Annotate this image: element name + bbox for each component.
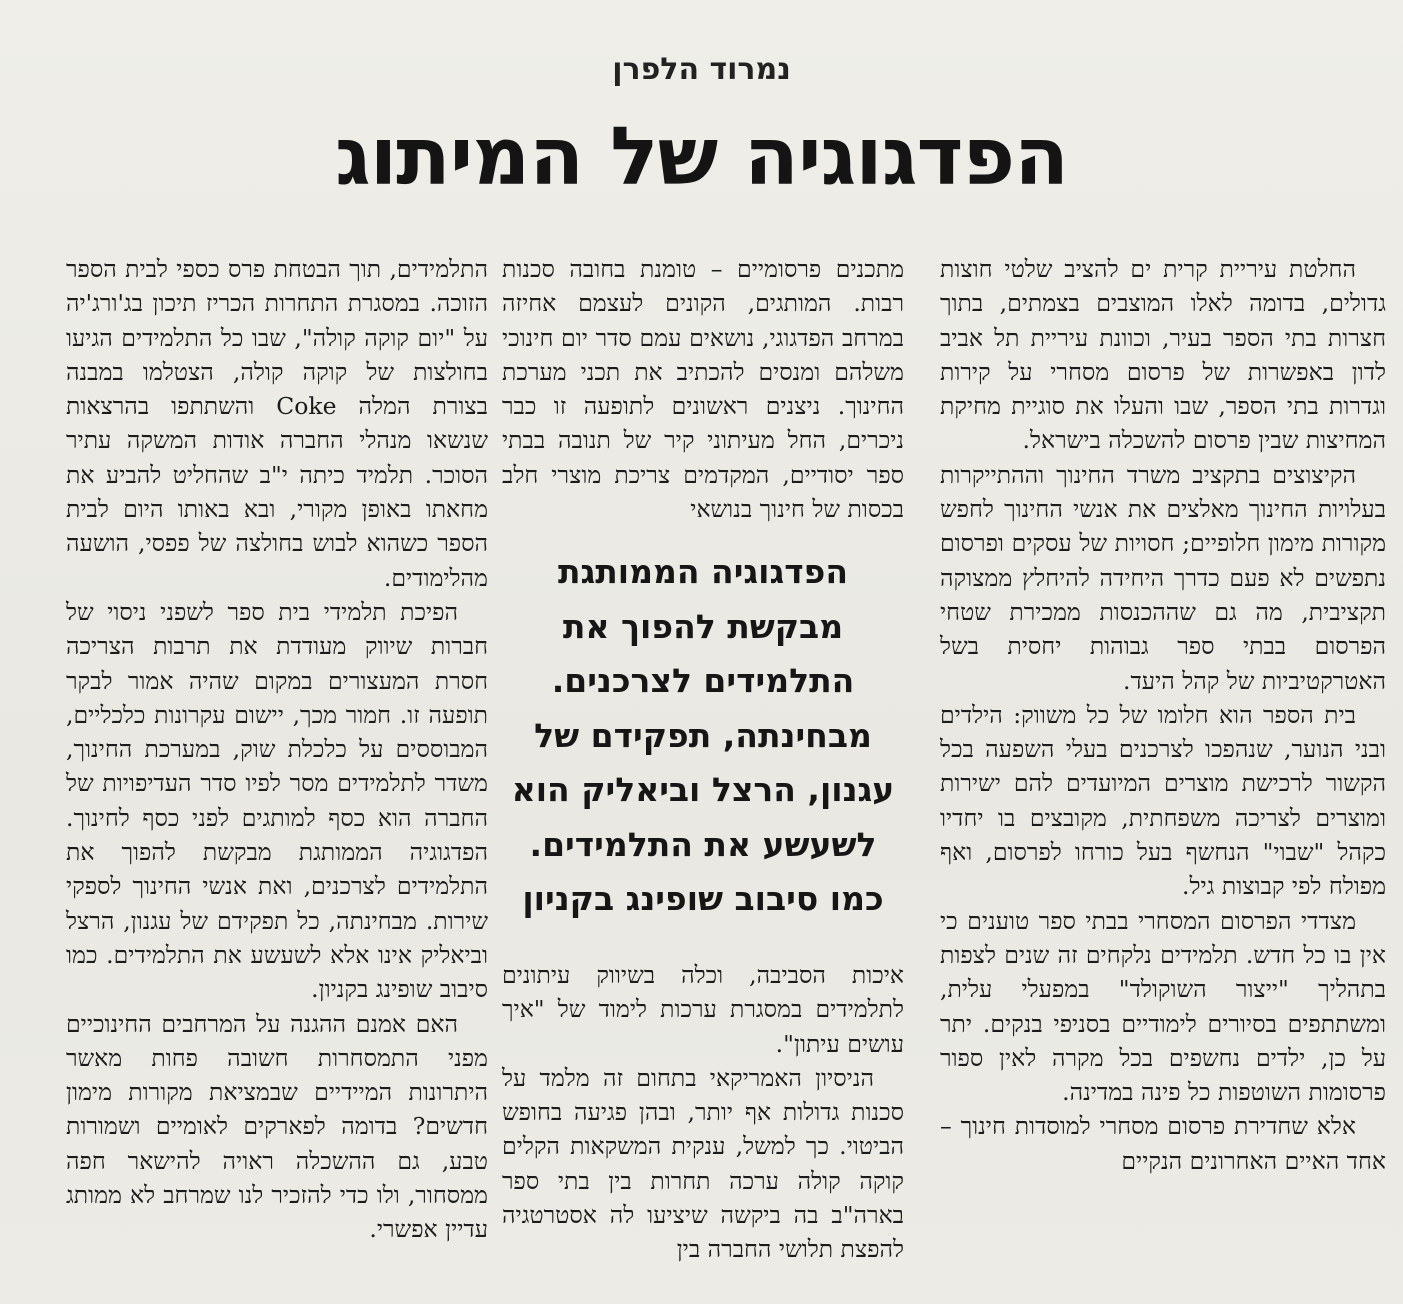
column-right: [940, 252, 1386, 1178]
paragraph: הפיכת תלמידי בית ספר לשפני ניסוי של חברות שיווק מעודדת את תרבות הצריכה חסרת המעצורים במקום שהיה אמור לבקר תופעה זו. חמור מכך, יישום עקרונות כלכליים, המבוססים על כלכלת שוק, במערכת החינוך, משדר לתלמידים מסר לפיו סדר העדיפויות של החברה הוא כסף למותגים לפני כסף לחינוך. הפדגוגיה הממותגת מבקשת להפוך את התלמידים לצרכנים, ואת אנשי החינוך לספקי שירות. מבחינתה, כל תפקידם של עגנון, הרצל וביאליק אינו אלא לשעשע את התלמידים. כמו סיבוב שופינג בקניון.: [66, 597, 488, 1004]
paragraph: התלמידים, תוך הבטחת פרס כספי לבית הספר הזוכה. במסגרת התחרות הכריז תיכון בג'ורג'יה על "יום קוקה קולה", שבו כל התלמידים הגיעו בחולצות של קוקה קולה, הצטלמו במבנה בצורת המלה Coke והשתתפו בהרצאות שנשאו מנהלי החברה אודות המשקה עתיר הסוכר. תלמיד כיתה י"ב שהחליט להביע את מחאתו באופן מקורי, ובא באותו היום לבית הספר כשהוא לבוש בחולצה של פפסי, הושעה מהלימודים.: [66, 255, 488, 592]
paragraph: מתכנים פרסומיים – טומנת בחובה סכנות רבות. המותגים, הקונים לעצמם אחיזה במרחב הפדגוגי, נושאים עמם סדר יום חינוכי משלהם ומנסים להכתיב את תכני מערכת החינוך. ניצנים ראשונים לתופעה זו כבר ניכרים, החל מעיתוני קיר של תנובה בבתי ספר יסודיים, המקדמים צריכת מוצרי חלב בכסות של חינוך בנושאי: [502, 255, 904, 524]
paragraph: החלטת עיריית קרית ים להציב שלטי חוצות גדולים, בדומה לאלו המוצבים בצמתים, בתוך חצרות בתי הספר בעיר, וכוונת עיריית תל אביב לדון באפשרות של פרסום מסחרי על קירות וגדרות בתי הספר, שבו והעלו את סוגיית מחיקת המחיצות שבין פרסום להשכלה בישראל.: [940, 255, 1386, 455]
paragraph: אלא שחדירת פרסום מסחרי למוסדות חינוך – אחד האיים האחרונים הנקיים: [940, 1112, 1386, 1175]
headline: הפדגוגיה של המיתוג: [334, 110, 1069, 203]
paragraph: מצדדי הפרסום המסחרי בבתי ספר טוענים כי אין בו כל חדש. תלמידים נלקחים זה שנים לצפות בתהליך "ייצור השוקולד" במפעלי עלית, ומשתתפים בסיורים לימודיים בסניפי בנקים. יתר על כן, ילדים נחשפים בכל מקרה לאין ספור פרסומות השוטפות כל פינה במדינה.: [940, 906, 1386, 1107]
paragraph: האם אמנם ההגנה על המרחבים החינוכיים מפני התמסחרות חשובה פחות מאשר היתרונות המיידיים שבמציאת מקורות מימון חדשים? בדומה לפארקים לאומיים ושמורות טבע, גם ההשכלה ראויה להישאר חפה ממסחור, ולו כדי להזכיר לנו שמרחב לא ממותג עדיין אפשרי.: [66, 1009, 488, 1244]
paragraph: הקיצוצים בתקציב משרד החינוך וההתייקרות בעלויות החינוך מאלצים את אנשי החינוך לחפש מקורות מימון חלופיים; חסויות של עסקים ופרסום נתפשים לא פעם כדרך היחידה להיחלץ ממצוקה תקציבית, מה גם שההכנסות ממכירת שטחי הפרסום בבתי ספר גבוהות יחסית בשל האטרקטיביות של קהל היעד.: [940, 460, 1386, 695]
byline: נמרוד הלפרן: [612, 52, 791, 87]
paragraph: הניסיון האמריקאי בתחום זה מלמד על סכנות גדולות אף יותר, ובהן פגיעה בחופש הביטוי. כך למשל, ענקית המשקאות הקלים קוקה קולה ערכה תחרות בין בתי ספר בארה"ב בה ביקשה שיציעו לה אסטרטגיה להפצת תלושי החברה בין: [502, 1063, 904, 1264]
pull-quote: הפדגוגיה הממותגת מבקשת להפוך את התלמידים לצרכנים. מבחינתה, תפקידם של עגנון, הרצל וביאליק הוא לשעשע את התלמידים. כמו סיבוב שופינג בקניון: [511, 552, 895, 918]
paragraph: איכות הסביבה, וכלה בשיווק עיתונים לתלמידים במסגרת ערכות לימוד של "איך עושים עיתון".: [502, 961, 904, 1058]
column-middle-lower: [502, 958, 904, 1267]
paragraph: בית הספר הוא חלומו של כל משווק: הילדים ובני הנוער, שנהפכו לצרכנים בעלי השפעה בכל הקשור לרכישת מוצרים המיועדים להם ישירות ומוצרים לצריכה משפחתית, מקובצים בו יחדיו כקהל "שבוי" הנחשף בעל כורחו לפרסום, ואף מפולח לפי קבוצות גיל.: [940, 700, 1386, 901]
column-left: [66, 252, 488, 1247]
